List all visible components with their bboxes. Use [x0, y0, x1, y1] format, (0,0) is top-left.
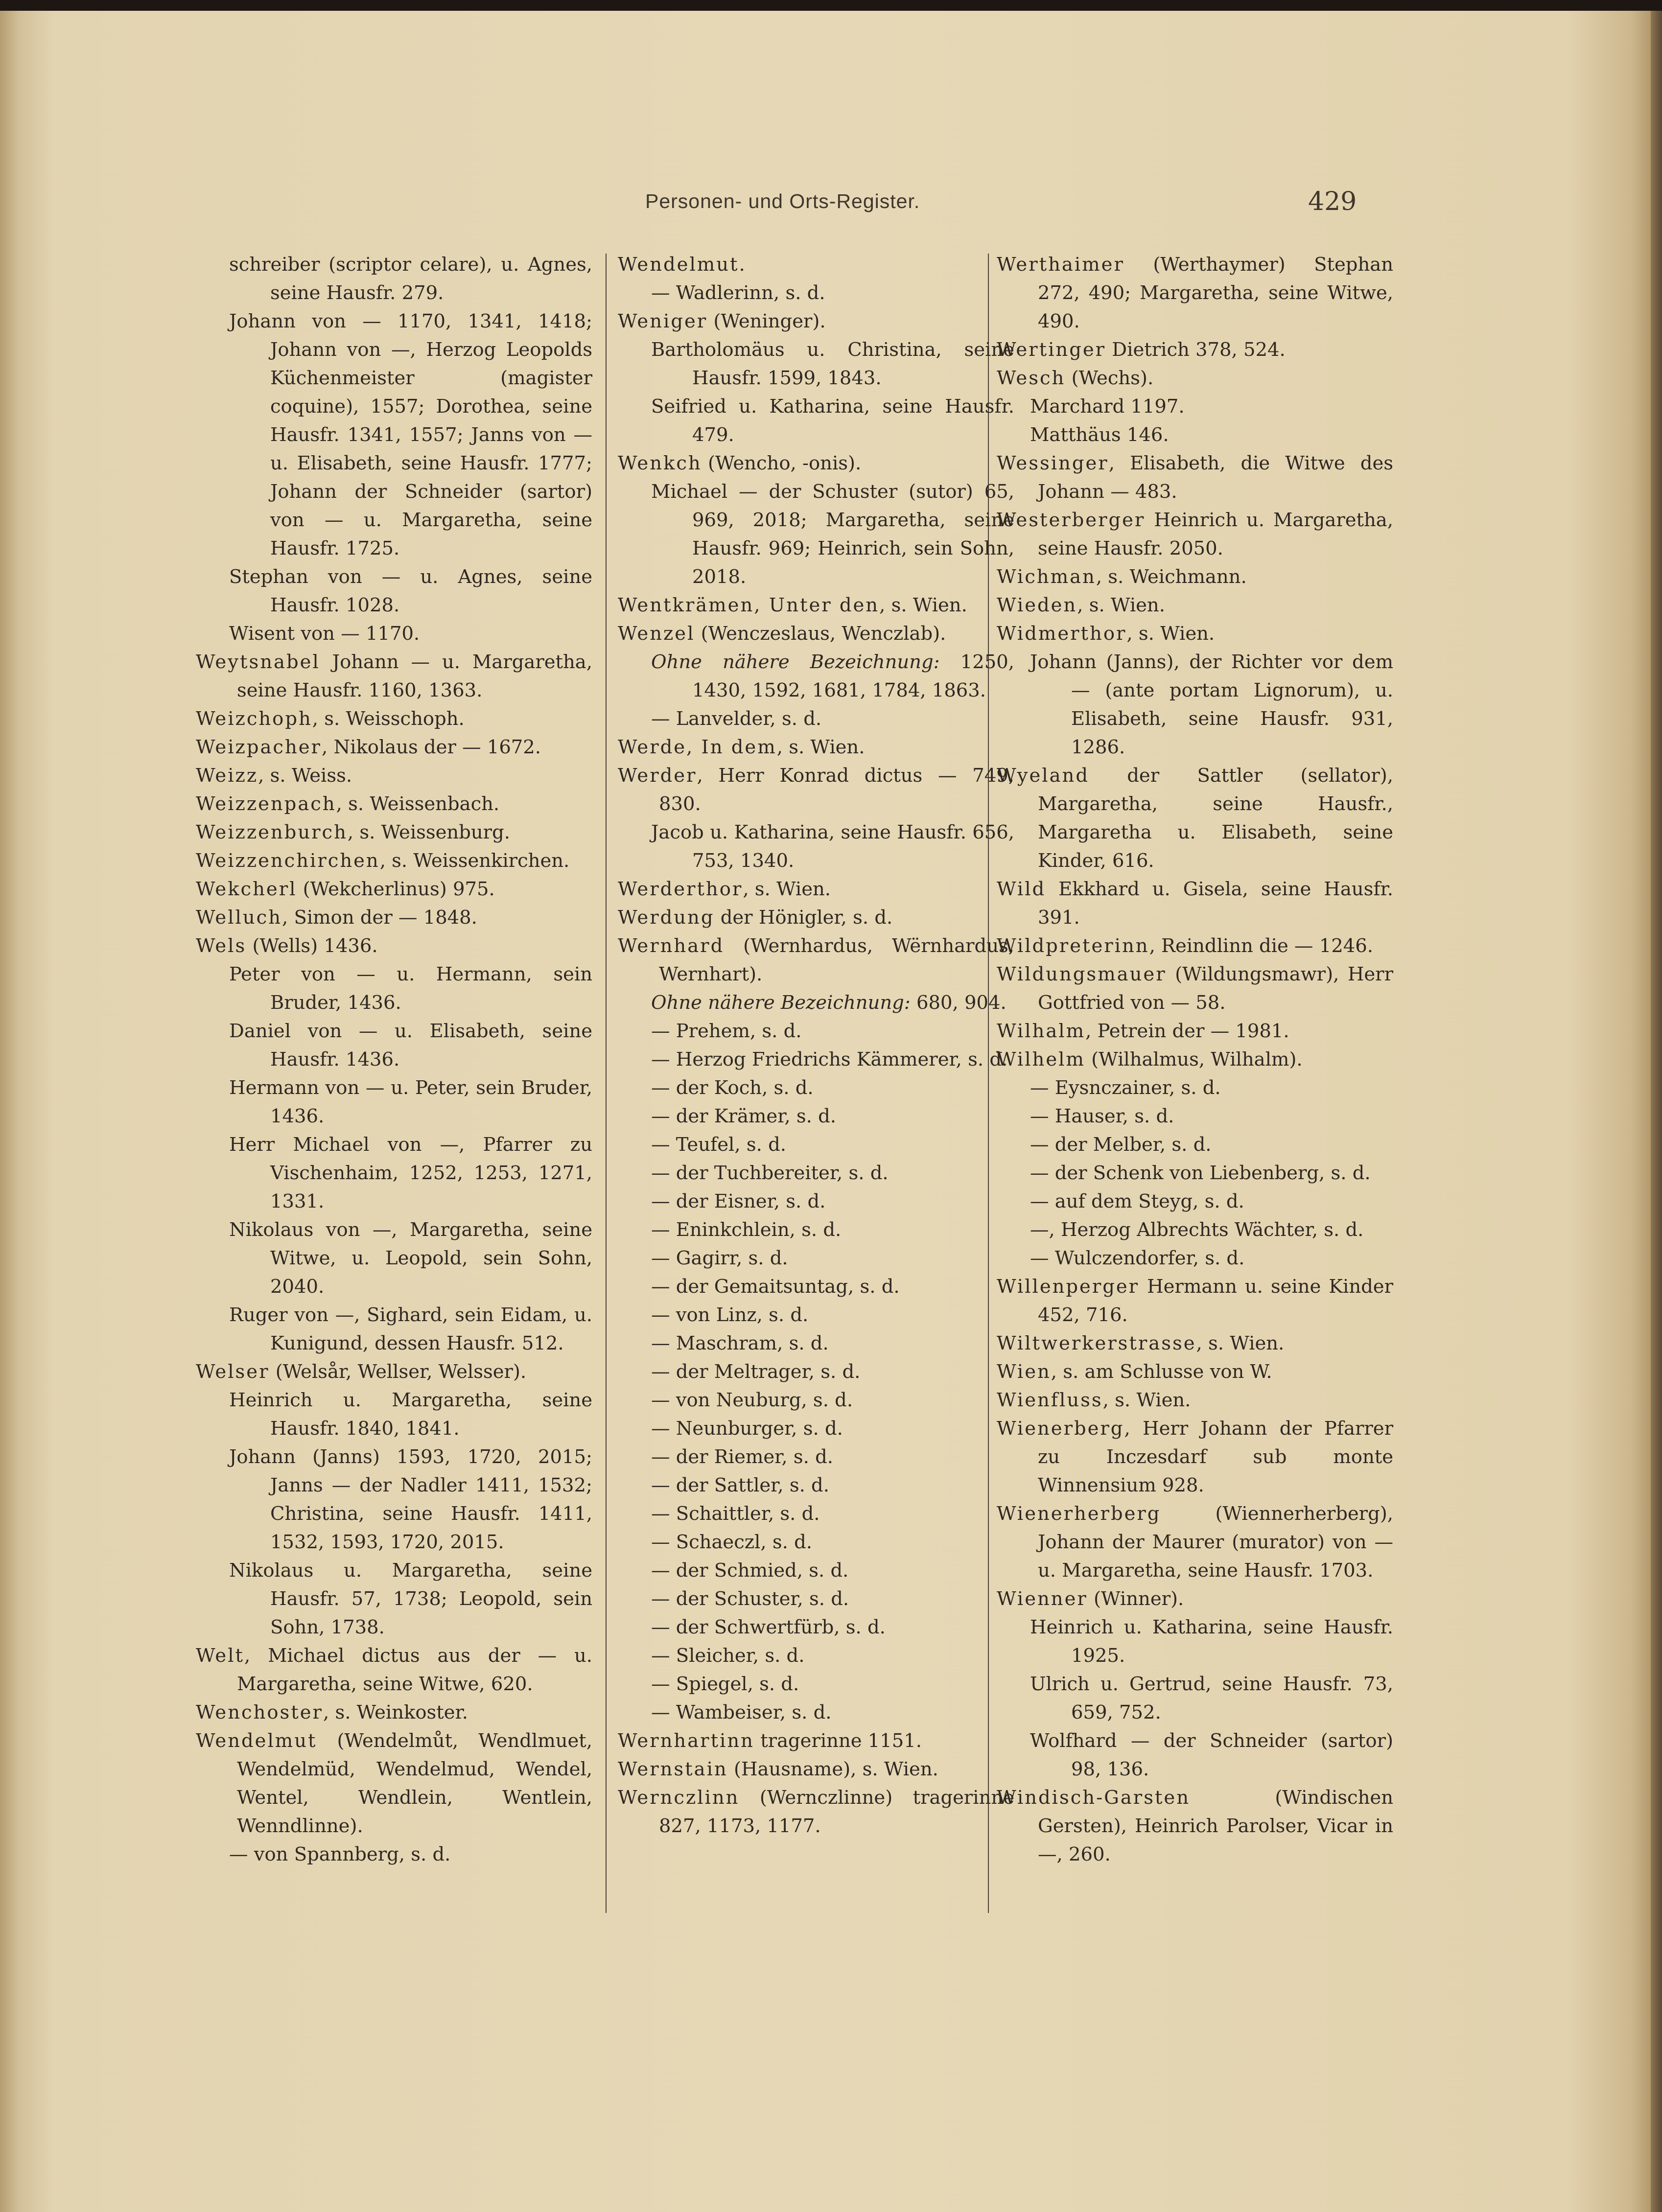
- entry-text: , s. Weissenburg.: [347, 821, 510, 843]
- entry-text: (Wernczlinne) tragerinne 827, 1173, 1177.: [659, 1787, 1014, 1837]
- index-subentry: [196, 1840, 592, 1869]
- index-subentry: [196, 1386, 592, 1443]
- index-entry: [196, 1642, 592, 1699]
- entry-text: —, Herzog Albrechts Wächter, s. d.: [1030, 1219, 1364, 1241]
- entry-headword: Wenkch: [618, 452, 702, 474]
- entry-headword: Wilhalm: [997, 1020, 1086, 1042]
- index-subentry: [618, 1273, 1014, 1301]
- index-subentry: [618, 705, 1014, 733]
- index-entry: [196, 1727, 592, 1840]
- entry-headword: Werderthor: [618, 878, 743, 900]
- entry-text: , s. Weisschoph.: [312, 708, 465, 730]
- entry-headword: Weniger: [618, 310, 708, 332]
- index-subentry: [196, 307, 592, 563]
- index-subentry: [618, 1074, 1014, 1102]
- entry-text: (Windischen Gersten), Heinrich Parolser, Vicar in —, 260.: [1038, 1787, 1393, 1865]
- entry-text: — Hauser, s. d.: [1030, 1105, 1174, 1127]
- index-entry: [997, 449, 1393, 506]
- index-subentry: [997, 1216, 1393, 1244]
- entry-headword: Wyeland: [997, 765, 1089, 787]
- index-subentry: [618, 1017, 1014, 1046]
- entry-text: — Prehem, s. d.: [651, 1020, 802, 1042]
- entry-text: der Hönigler, s. d.: [714, 907, 893, 929]
- entry-headword: Wienfluss: [997, 1389, 1103, 1411]
- entry-text: — der Schmied, s. d.: [651, 1560, 849, 1582]
- index-entry: [997, 563, 1393, 591]
- index-subentry: [196, 251, 592, 307]
- entry-text: Heinrich u. Margaretha, seine Hausfr. 2050.: [1038, 509, 1393, 559]
- index-column-1: [196, 251, 592, 1869]
- entry-text: — Sleicher, s. d.: [651, 1645, 805, 1667]
- entry-text: — der Schuster, s. d.: [651, 1588, 849, 1610]
- entry-text: Ekkhard u. Gisela, seine Hausfr. 391.: [1038, 878, 1393, 929]
- index-subentry: [196, 960, 592, 1017]
- index-entry: [997, 1784, 1393, 1869]
- entry-text: — auf dem Steyg, s. d.: [1030, 1190, 1244, 1212]
- entry-text: der Sattler (sellator), Margaretha, seine Hausfr., Margaretha u. Elisabeth, seine Kinder, 616.: [1038, 765, 1393, 872]
- entry-text: Jacob u. Katharina, seine Hausfr. 656, 753, 1340.: [651, 821, 1014, 872]
- column-rule-left: [606, 254, 607, 1913]
- entry-text: Johann — u. Margaretha, seine Hausfr. 1160, 1363.: [237, 651, 592, 701]
- entry-headword: Werthaimer: [997, 254, 1124, 276]
- entry-text: — Schaeczl, s. d.: [651, 1531, 812, 1553]
- page-number: 429: [1308, 187, 1357, 216]
- index-subentry: [618, 1613, 1014, 1642]
- entry-text: (Wiennerherberg), Johann der Maurer (murator) von — u. Margaretha, seine Hausfr. 1703.: [1038, 1503, 1393, 1582]
- entry-text: — der Melber, s. d.: [1030, 1134, 1212, 1156]
- entry-headword: Wildungsmauer: [997, 963, 1167, 985]
- entry-text: (Weninger).: [707, 310, 826, 332]
- index-subentry: [997, 1613, 1393, 1670]
- entry-headword: Wekcherl: [196, 878, 297, 900]
- index-entry: [997, 251, 1393, 336]
- entry-text: Dietrich 378, 524.: [1106, 339, 1286, 361]
- entry-headword: Wentkrämen, Unter den: [618, 594, 880, 616]
- index-entry: [997, 1415, 1393, 1500]
- index-subentry: [997, 1102, 1393, 1131]
- entry-text: — Gagirr, s. d.: [651, 1247, 788, 1269]
- entry-headword: Wernczlinn: [618, 1787, 740, 1809]
- dark-top-band: [0, 0, 1662, 11]
- entry-headword: Wienerherberg: [997, 1503, 1161, 1525]
- entry-text: — Wambeiser, s. d.: [651, 1701, 832, 1723]
- index-subentry: [618, 1557, 1014, 1585]
- entry-text: , s. Weissenbach.: [336, 793, 500, 815]
- entry-text: Stephan von — u. Agnes, seine Hausfr. 1028.: [229, 566, 592, 616]
- entry-text: , Herr Konrad dictus — 749, 830.: [659, 765, 1014, 815]
- entry-text: (Welsår, Wellser, Welsser).: [269, 1361, 527, 1383]
- entry-text: Nikolaus u. Margaretha, seine Hausfr. 57, 1738; Leopold, sein Sohn, 1738.: [229, 1560, 592, 1638]
- entry-headword: Wesch: [997, 367, 1066, 389]
- index-subentry: [997, 1159, 1393, 1187]
- entry-headword: Weizzenburch: [196, 821, 348, 843]
- entry-text: Peter von — u. Hermann, sein Bruder, 1436.: [229, 963, 592, 1014]
- entry-text: Johann von — 1170, 1341, 1418; Johann von —, Herzog Leopolds Küchenmeister (magister coquine), 1557; Dorothea, seine Hausfr. 1341, 1557; Janns von — u. Elisabeth, seine Hausfr. 1777; Johann der Schneider (sartor) von — u. Margaretha, seine Hausfr. 1725.: [229, 310, 592, 559]
- index-subentry: [618, 393, 1014, 449]
- entry-text: Marchard 1197.: [1030, 396, 1185, 418]
- entry-headword: Wildpreterinn: [997, 935, 1149, 957]
- entry-text: — Wadlerinn, s. d.: [651, 282, 825, 304]
- entry-text: (Werthaymer) Stephan 272, 490; Margaretha, seine Witwe, 490.: [1038, 254, 1393, 332]
- index-entry: [196, 1358, 592, 1386]
- index-subentry: [997, 421, 1393, 449]
- entry-text: — der Schwertfürb, s. d.: [651, 1616, 886, 1638]
- index-entry: [618, 932, 1014, 989]
- entry-text: Daniel von — u. Elisabeth, seine Hausfr. 1436.: [229, 1020, 592, 1071]
- entry-text: (Wildungsmawr), Herr Gottfried von — 58.: [1038, 963, 1393, 1014]
- entry-text: .: [739, 254, 745, 276]
- index-entry: [997, 336, 1393, 364]
- entry-text: , s. Weiss.: [258, 765, 352, 787]
- entry-qualifier: Ohne nähere Bezeichnung:: [651, 651, 940, 673]
- entry-text: Herr Michael von —, Pfarrer zu Vischenhaim, 1252, 1253, 1271, 1331.: [229, 1134, 592, 1212]
- index-subentry: [618, 279, 1014, 307]
- entry-text: , s. Wien.: [1126, 623, 1215, 645]
- index-column-2: [618, 251, 1014, 1840]
- index-subentry: [618, 1244, 1014, 1273]
- index-subentry: [196, 1131, 592, 1216]
- index-entry: [618, 1784, 1014, 1840]
- entry-text: , Michael dictus aus der — u. Margaretha, seine Witwe, 620.: [237, 1645, 592, 1695]
- index-entry: [618, 875, 1014, 904]
- index-entry: [618, 762, 1014, 818]
- entry-headword: Wien: [997, 1361, 1051, 1383]
- index-entry: [618, 251, 1014, 279]
- index-subentry: [196, 1443, 592, 1557]
- entry-text: — der Tuchbereiter, s. d.: [651, 1162, 889, 1184]
- entry-text: — der Gemaitsuntag, s. d.: [651, 1276, 900, 1298]
- entry-text: — Maschram, s. d.: [651, 1332, 829, 1354]
- index-subentry: [196, 1216, 592, 1301]
- entry-headword: Wendelmut: [618, 254, 739, 276]
- index-subentry: [618, 1500, 1014, 1528]
- index-subentry: [618, 1642, 1014, 1670]
- index-subentry: [618, 1301, 1014, 1329]
- entry-text: (Wencho, -onis).: [702, 452, 862, 474]
- index-entry: [196, 932, 592, 960]
- entry-text: , s. Weissenkirchen.: [379, 850, 570, 872]
- entry-headword: Weytsnabel: [196, 651, 320, 673]
- entry-text: Michael — der Schuster (sutor) 65, 969, 2018; Margaretha, seine Hausfr. 969; Heinrich, sein Sohn, 2018.: [651, 481, 1014, 588]
- index-entry: [997, 1585, 1393, 1613]
- entry-text: — der Riemer, s. d.: [651, 1446, 833, 1468]
- index-entry: [997, 1329, 1393, 1358]
- entry-text: , s. Weinkoster.: [323, 1701, 468, 1723]
- entry-text: Johann (Janns), der Richter vor dem — (ante portam Lignorum), u. Elisabeth, seine Hausfr. 931, 1286.: [1030, 651, 1393, 758]
- entry-headword: Wendelmut: [196, 1730, 317, 1752]
- entry-text: (Wendelmůt, Wendlmuet, Wendelmüd, Wendelmud, Wendel, Wentel, Wendlein, Wentlein, Wenndlinne).: [237, 1730, 592, 1837]
- index-subentry: [618, 1329, 1014, 1358]
- entry-text: — Neunburger, s. d.: [651, 1418, 843, 1440]
- index-entry: [196, 1699, 592, 1727]
- entry-headword: Werdung: [618, 907, 715, 929]
- entry-text: , s. Wien.: [1196, 1332, 1285, 1354]
- entry-qualifier: Ohne nähere Bezeichnung:: [651, 992, 911, 1014]
- index-subentry: [997, 1727, 1393, 1784]
- entry-headword: Wertinger: [997, 339, 1106, 361]
- index-subentry: [618, 1699, 1014, 1727]
- index-subentry: [618, 818, 1014, 875]
- entry-headword: Wild: [997, 878, 1046, 900]
- entry-text: schreiber (scriptor celare), u. Agnes, seine Hausfr. 279.: [229, 254, 592, 304]
- entry-text: , Petrein der — 1981.: [1085, 1020, 1289, 1042]
- entry-text: Ruger von —, Sighard, sein Eidam, u. Kunigund, dessen Hausfr. 512.: [229, 1304, 592, 1354]
- index-entry: [997, 1046, 1393, 1074]
- index-subentry: [618, 1471, 1014, 1500]
- entry-text: — von Neuburg, s. d.: [651, 1389, 853, 1411]
- entry-text: — Lanvelder, s. d.: [651, 708, 822, 730]
- entry-headword: Wieden: [997, 594, 1077, 616]
- entry-headword: Wenzel: [618, 623, 695, 645]
- entry-text: , Reindlinn die — 1246.: [1149, 935, 1373, 957]
- entry-headword: Weizchoph: [196, 708, 312, 730]
- index-entry: [196, 818, 592, 847]
- index-column-3: [997, 251, 1393, 1869]
- index-entry: [618, 591, 1014, 620]
- entry-headword: Weizz: [196, 765, 258, 787]
- entry-text: Heinrich u. Katharina, seine Hausfr. 1925.: [1030, 1616, 1393, 1667]
- entry-headword: Welluch: [196, 907, 282, 929]
- entry-text: , s. Wien.: [879, 594, 967, 616]
- entry-text: Bartholomäus u. Christina, seine Hausfr. 1599, 1843.: [651, 339, 1014, 389]
- index-entry: [618, 449, 1014, 478]
- index-subentry: [997, 1074, 1393, 1102]
- entry-text: Hermann u. seine Kinder 452, 716.: [1038, 1276, 1393, 1326]
- entry-headword: Weizzenchirchen: [196, 850, 380, 872]
- entry-text: — der Meltrager, s. d.: [651, 1361, 861, 1383]
- entry-headword: Wernstain: [618, 1758, 728, 1780]
- index-entry: [997, 1500, 1393, 1585]
- entry-text: — Schaittler, s. d.: [651, 1503, 820, 1525]
- index-subentry: [196, 1074, 592, 1131]
- index-entry: [997, 875, 1393, 932]
- index-subentry: [196, 1017, 592, 1074]
- index-subentry: [618, 1216, 1014, 1244]
- running-header: Personen- und Orts-Register.: [645, 190, 920, 212]
- index-subentry: [618, 1102, 1014, 1131]
- entry-headword: Welt: [196, 1645, 245, 1667]
- entry-text: — Teufel, s. d.: [651, 1134, 786, 1156]
- index-entry: [196, 648, 592, 705]
- index-subentry: [997, 1131, 1393, 1159]
- index-subentry: [997, 393, 1393, 421]
- index-entry: [618, 1755, 1014, 1784]
- entry-text: — der Koch, s. d.: [651, 1077, 814, 1099]
- index-entry: [997, 1273, 1393, 1329]
- entry-text: (Wernhardus, Wërnhardus, Wernhart).: [659, 935, 1014, 985]
- index-subentry: [618, 1528, 1014, 1557]
- entry-text: — Spiegel, s. d.: [651, 1673, 799, 1695]
- entry-headword: Weizpacher: [196, 736, 322, 758]
- index-entry: [618, 733, 1014, 762]
- index-subentry: [196, 1557, 592, 1642]
- entry-text: tragerinne 1151.: [754, 1730, 922, 1752]
- index-entry: [997, 591, 1393, 620]
- entry-text: Seifried u. Katharina, seine Hausfr. 479.: [651, 396, 1014, 446]
- index-entry: [997, 932, 1393, 960]
- entry-headword: Wernhard: [618, 935, 725, 957]
- index-subentry: [618, 336, 1014, 393]
- index-entry: [618, 904, 1014, 932]
- entry-headword: Wichman: [997, 566, 1096, 588]
- entry-text: , s. Wien.: [776, 736, 865, 758]
- index-entry: [997, 762, 1393, 875]
- page-edge: [1651, 11, 1662, 2212]
- entry-text: Matthäus 146.: [1030, 424, 1169, 446]
- index-entry: [997, 1358, 1393, 1386]
- index-entry: [997, 506, 1393, 563]
- index-entry: [997, 620, 1393, 648]
- entry-headword: Werde, In dem: [618, 736, 777, 758]
- index-entry: [997, 364, 1393, 393]
- index-subentry: [997, 1244, 1393, 1273]
- index-subentry: [196, 620, 592, 648]
- index-subentry: [618, 1585, 1014, 1613]
- entry-text: — der Eisner, s. d.: [651, 1190, 826, 1212]
- entry-text: (Wells) 1436.: [246, 935, 378, 957]
- entry-text: (Wechs).: [1065, 367, 1154, 389]
- entry-text: Heinrich u. Margaretha, seine Hausfr. 1840, 1841.: [229, 1389, 592, 1440]
- entry-text: — der Krämer, s. d.: [651, 1105, 836, 1127]
- entry-text: 680, 904.: [910, 992, 1007, 1014]
- entry-text: , s. am Schlusse von W.: [1051, 1361, 1272, 1383]
- index-subentry: [618, 1358, 1014, 1386]
- entry-headword: Windisch-Garsten: [997, 1787, 1191, 1809]
- index-subentry: [618, 648, 1014, 705]
- entry-text: , Simon der — 1848.: [282, 907, 477, 929]
- index-entry: [196, 705, 592, 733]
- index-subentry: [618, 1443, 1014, 1471]
- index-subentry: [997, 1670, 1393, 1727]
- entry-text: 1250, 1430, 1592, 1681, 1784, 1863.: [692, 651, 1014, 701]
- entry-text: (Wilhalmus, Wilhalm).: [1085, 1048, 1303, 1071]
- entry-text: , s. Wien.: [1102, 1389, 1191, 1411]
- entry-headword: Wernhartinn: [618, 1730, 754, 1752]
- index-subentry: [618, 1670, 1014, 1699]
- entry-headword: Wienner: [997, 1588, 1088, 1610]
- entry-headword: Widmerthor: [997, 623, 1127, 645]
- index-entry: [196, 847, 592, 875]
- entry-text: , Elisabeth, die Witwe des Johann — 483.: [1038, 452, 1393, 503]
- index-entry: [997, 1386, 1393, 1415]
- entry-headword: Wienerberg: [997, 1418, 1124, 1440]
- entry-text: (Wenczeslaus, Wenczlab).: [695, 623, 946, 645]
- entry-headword: Wiltwerkerstrasse: [997, 1332, 1196, 1354]
- index-entry: [196, 875, 592, 904]
- entry-text: Johann (Janns) 1593, 1720, 2015; Janns — der Nadler 1411, 1532; Christina, seine Hausfr. 1411, 1532, 1593, 1720, 2015.: [229, 1446, 592, 1553]
- entry-text: , Nikolaus der — 1672.: [321, 736, 541, 758]
- index-subentry: [997, 648, 1393, 762]
- entry-text: Hermann von — u. Peter, sein Bruder, 1436.: [229, 1077, 592, 1127]
- entry-text: Wolfhard — der Schneider (sartor) 98, 136.: [1030, 1730, 1393, 1780]
- entry-headword: Welser: [196, 1361, 270, 1383]
- entry-text: Nikolaus von —, Margaretha, seine Witwe, u. Leopold, sein Sohn, 2040.: [229, 1219, 592, 1298]
- entry-headword: Wilhelm: [997, 1048, 1085, 1071]
- entry-text: — Wulczendorfer, s. d.: [1030, 1247, 1245, 1269]
- entry-text: (Winner).: [1087, 1588, 1184, 1610]
- index-subentry: [618, 1386, 1014, 1415]
- entry-headword: Wenchoster: [196, 1701, 323, 1723]
- index-subentry: [997, 1187, 1393, 1216]
- entry-text: — von Linz, s. d.: [651, 1304, 809, 1326]
- entry-headword: Weizzenpach: [196, 793, 336, 815]
- index-subentry: [618, 1415, 1014, 1443]
- entry-text: — Eysnczainer, s. d.: [1030, 1077, 1221, 1099]
- entry-headword: Wels: [196, 935, 247, 957]
- entry-text: (Hausname), s. Wien.: [727, 1758, 938, 1780]
- index-entry: [196, 733, 592, 762]
- entry-text: , s. Wien.: [743, 878, 831, 900]
- entry-text: , Herr Johann der Pfarrer zu Inczesdarf sub monte Winnensium 928.: [1038, 1418, 1393, 1496]
- index-subentry: [618, 989, 1014, 1017]
- entry-headword: Wessinger: [997, 452, 1109, 474]
- entry-text: — Herzog Friedrichs Kämmerer, s. d.: [651, 1048, 1008, 1071]
- entry-headword: Willenperger: [997, 1276, 1140, 1298]
- entry-text: — von Spannberg, s. d.: [229, 1843, 451, 1865]
- index-subentry: [196, 563, 592, 620]
- index-subentry: [618, 1187, 1014, 1216]
- index-entry: [196, 790, 592, 818]
- index-entry: [196, 762, 592, 790]
- entry-text: , s. Weichmann.: [1096, 566, 1247, 588]
- entry-headword: Werder: [618, 765, 697, 787]
- index-entry: [618, 307, 1014, 336]
- index-subentry: [196, 1301, 592, 1358]
- entry-text: Ulrich u. Gertrud, seine Hausfr. 73, 659, 752.: [1030, 1673, 1393, 1723]
- index-subentry: [618, 478, 1014, 591]
- entry-headword: Westerberger: [997, 509, 1146, 531]
- index-entry: [196, 904, 592, 932]
- index-subentry: [618, 1131, 1014, 1159]
- index-entry: [997, 960, 1393, 1017]
- index-entry: [618, 1727, 1014, 1755]
- entry-text: Wisent von — 1170.: [229, 623, 420, 645]
- index-subentry: [618, 1159, 1014, 1187]
- entry-text: (Wekcherlinus) 975.: [297, 878, 495, 900]
- entry-text: — der Sattler, s. d.: [651, 1474, 829, 1496]
- index-entry: [618, 620, 1014, 648]
- entry-text: — Eninkchlein, s. d.: [651, 1219, 842, 1241]
- entry-text: — der Schenk von Liebenberg, s. d.: [1030, 1162, 1371, 1184]
- index-entry: [997, 1017, 1393, 1046]
- index-subentry: [618, 1046, 1014, 1074]
- entry-text: , s. Wien.: [1077, 594, 1165, 616]
